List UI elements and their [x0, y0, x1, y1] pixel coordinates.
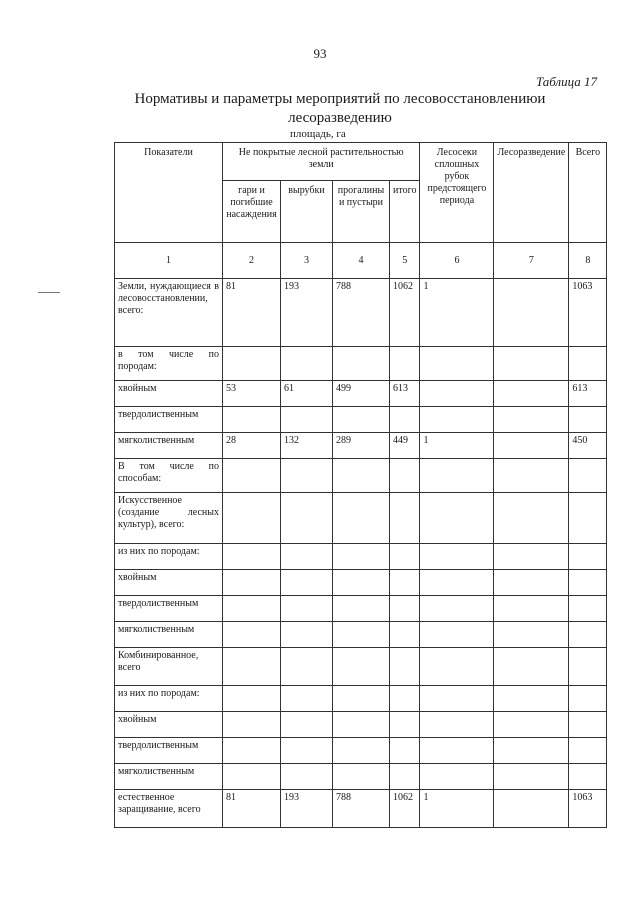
table-cell — [333, 570, 390, 596]
table-cell — [569, 712, 607, 738]
table-cell — [281, 712, 333, 738]
table-cell — [494, 433, 569, 459]
table-cell — [494, 459, 569, 493]
table-cell — [494, 738, 569, 764]
table-row — [115, 459, 607, 493]
table-label: Таблица 17 — [535, 74, 597, 89]
row-label: естественное заращивание, всего — [115, 790, 223, 828]
table-cell: 1062 — [390, 790, 420, 828]
table-row — [115, 622, 607, 648]
table-cell: 132 — [281, 433, 333, 459]
table-cell — [390, 570, 420, 596]
table-cell — [333, 407, 390, 433]
table-cell — [569, 648, 607, 686]
row-label: Земли, нуждающиеся в лесовосстановлении, всего: — [115, 279, 223, 347]
column-number: 3 — [281, 243, 333, 279]
table-cell — [569, 596, 607, 622]
table-cell — [281, 596, 333, 622]
table-cell — [420, 622, 494, 648]
row-label: твердолиственным — [115, 596, 223, 622]
table-cell — [420, 712, 494, 738]
table-cell: 613 — [390, 381, 420, 407]
table-cell: 613 — [569, 381, 607, 407]
table-cell — [390, 596, 420, 622]
column-numbers-row — [115, 243, 607, 279]
table-cell — [494, 279, 569, 347]
table-cell — [223, 622, 281, 648]
table-cell — [333, 596, 390, 622]
table-cell — [333, 686, 390, 712]
table-row — [115, 648, 607, 686]
table-cell — [333, 648, 390, 686]
table-cell: 53 — [223, 381, 281, 407]
header-total: Всего — [569, 143, 607, 243]
table-cell — [569, 570, 607, 596]
table-cell — [494, 648, 569, 686]
table-cell — [333, 493, 390, 544]
row-label: твердолиственным — [115, 407, 223, 433]
table-cell — [494, 686, 569, 712]
row-label: в том числе по породам: — [115, 347, 223, 381]
table-cell — [420, 381, 494, 407]
document-title: Нормативы и параметры мероприятий по лесовосстановлениюи лесоразведению — [134, 91, 546, 126]
table-row — [115, 407, 607, 433]
table-cell — [494, 712, 569, 738]
table-cell: 788 — [333, 279, 390, 347]
table-cell — [333, 764, 390, 790]
column-number: 7 — [494, 243, 569, 279]
table-cell — [281, 738, 333, 764]
table-cell — [223, 738, 281, 764]
table-cell — [494, 347, 569, 381]
table-cell — [281, 622, 333, 648]
row-label: мягколиственным — [115, 433, 223, 459]
table-cell — [223, 686, 281, 712]
table-cell — [420, 648, 494, 686]
table-row — [115, 433, 607, 459]
table-cell — [569, 738, 607, 764]
table-cell — [333, 712, 390, 738]
table-body — [115, 279, 607, 828]
header-glades: прогалины и пустыри — [333, 181, 390, 243]
table-cell — [281, 544, 333, 570]
table-cell — [281, 648, 333, 686]
table-cell — [390, 459, 420, 493]
table-cell — [333, 738, 390, 764]
table-cell: 28 — [223, 433, 281, 459]
table-cell — [223, 459, 281, 493]
table-cell — [390, 622, 420, 648]
table-row — [115, 790, 607, 828]
table-cell — [494, 493, 569, 544]
row-label: хвойным — [115, 570, 223, 596]
table-cell — [281, 347, 333, 381]
table-cell — [223, 347, 281, 381]
table-cell — [420, 764, 494, 790]
table-cell — [420, 686, 494, 712]
row-label: мягколиственным — [115, 622, 223, 648]
table-cell — [223, 570, 281, 596]
table-cell — [390, 686, 420, 712]
table-cell — [390, 764, 420, 790]
table-cell — [223, 544, 281, 570]
table-cell: 499 — [333, 381, 390, 407]
table-container — [114, 142, 607, 828]
table-cell: 450 — [569, 433, 607, 459]
table-cell — [390, 738, 420, 764]
table-cell: 193 — [281, 279, 333, 347]
table-cell — [420, 570, 494, 596]
table-cell — [281, 686, 333, 712]
table-cell: 1 — [420, 279, 494, 347]
column-number: 1 — [115, 243, 223, 279]
table-cell — [420, 459, 494, 493]
table-cell — [569, 407, 607, 433]
row-label: из них по породам: — [115, 686, 223, 712]
row-label: Искусственное (создание лесных культур), всего: — [115, 493, 223, 544]
table-cell — [390, 544, 420, 570]
row-label: В том числе по способам: — [115, 459, 223, 493]
table-cell: 1063 — [569, 279, 607, 347]
table-cell — [494, 596, 569, 622]
table-cell — [333, 622, 390, 648]
row-label: из них по породам: — [115, 544, 223, 570]
table-cell — [390, 712, 420, 738]
table-cell: 1 — [420, 433, 494, 459]
table-cell — [420, 493, 494, 544]
table-cell — [223, 712, 281, 738]
table-row — [115, 347, 607, 381]
table-row — [115, 764, 607, 790]
row-label: Комбинированное, всего — [115, 648, 223, 686]
table-cell — [281, 459, 333, 493]
table-cell — [420, 347, 494, 381]
table-cell: 193 — [281, 790, 333, 828]
column-number: 2 — [223, 243, 281, 279]
table-cell: 61 — [281, 381, 333, 407]
table-cell: 81 — [223, 279, 281, 347]
table-cell — [333, 459, 390, 493]
table-cell — [494, 622, 569, 648]
table-row — [115, 493, 607, 544]
table-cell: 1063 — [569, 790, 607, 828]
page-number: 93 — [313, 46, 327, 61]
table-cell — [569, 544, 607, 570]
table-row — [115, 544, 607, 570]
table-cell — [390, 648, 420, 686]
header-afforestation: Лесоразведение — [494, 143, 569, 243]
table-cell — [223, 648, 281, 686]
margin-mark — [38, 292, 60, 293]
header-clearings: вырубки — [281, 181, 333, 243]
column-number: 6 — [420, 243, 494, 279]
table-cell — [569, 686, 607, 712]
table-cell — [420, 596, 494, 622]
table-row — [115, 738, 607, 764]
table-cell — [569, 347, 607, 381]
table-cell — [569, 459, 607, 493]
table-cell — [281, 764, 333, 790]
row-label: твердолиственным — [115, 738, 223, 764]
table-cell — [494, 544, 569, 570]
table-cell — [390, 347, 420, 381]
table-row — [115, 570, 607, 596]
table-cell: 289 — [333, 433, 390, 459]
table-cell: 788 — [333, 790, 390, 828]
table-row — [115, 279, 607, 347]
header-cutting-areas: Лесосеки сплошных рубок предстоящего периода — [420, 143, 494, 243]
header-burned: гари и погибшие насаждения — [223, 181, 281, 243]
row-label: хвойным — [115, 381, 223, 407]
table-cell — [333, 347, 390, 381]
table-cell — [494, 381, 569, 407]
table-cell — [223, 596, 281, 622]
column-number: 4 — [333, 243, 390, 279]
data-table — [114, 142, 607, 828]
table-cell: 449 — [390, 433, 420, 459]
table-cell: 1 — [420, 790, 494, 828]
header-indicators: Показатели — [115, 143, 223, 243]
header-total-sub: итого — [390, 181, 420, 243]
column-number: 8 — [569, 243, 607, 279]
table-cell — [223, 764, 281, 790]
table-cell: 81 — [223, 790, 281, 828]
row-label: хвойным — [115, 712, 223, 738]
header-not-covered: Не покрытые лесной растительностью земли — [223, 143, 420, 181]
table-cell: 1062 — [390, 279, 420, 347]
table-cell — [223, 493, 281, 544]
table-cell — [569, 764, 607, 790]
table-cell — [223, 407, 281, 433]
table-cell — [569, 622, 607, 648]
table-cell — [281, 570, 333, 596]
unit-label: площадь, га — [290, 128, 346, 140]
column-number: 5 — [390, 243, 420, 279]
table-cell — [281, 493, 333, 544]
table-row — [115, 381, 607, 407]
table-cell — [494, 764, 569, 790]
table-row — [115, 596, 607, 622]
table-cell — [333, 544, 390, 570]
row-label: мягколиственным — [115, 764, 223, 790]
table-row — [115, 686, 607, 712]
table-cell — [420, 407, 494, 433]
table-cell — [281, 407, 333, 433]
table-cell — [494, 407, 569, 433]
table-cell — [420, 544, 494, 570]
table-cell — [569, 493, 607, 544]
table-cell — [390, 493, 420, 544]
table-cell — [390, 407, 420, 433]
table-row — [115, 712, 607, 738]
table-cell — [494, 570, 569, 596]
table-cell — [420, 738, 494, 764]
table-cell — [494, 790, 569, 828]
